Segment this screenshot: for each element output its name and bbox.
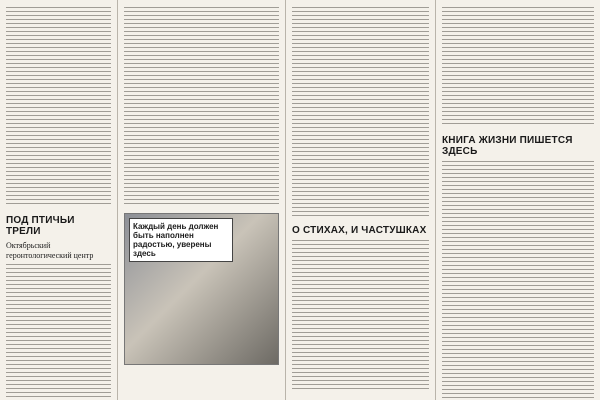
photo-caption: Каждый день должен быть наполнен радостью, уверены здесь xyxy=(129,218,233,262)
column-1 xyxy=(0,0,118,400)
article-heading: КНИГА ЖИЗНИ ПИШЕТСЯ ЗДЕСЬ xyxy=(442,135,573,157)
article-photo xyxy=(124,213,279,365)
column-3 xyxy=(286,0,436,400)
body-text-placeholder xyxy=(442,161,594,400)
body-text-placeholder xyxy=(6,7,111,207)
body-text-placeholder xyxy=(124,7,279,207)
body-text-placeholder xyxy=(292,240,429,390)
column-4 xyxy=(436,0,600,400)
article-heading: ПОД ПТИЧЬИ ТРЕЛИ xyxy=(6,215,75,237)
body-text-placeholder xyxy=(6,264,111,400)
text-fragment: Октябрьский геронтологический центр xyxy=(6,241,94,260)
body-text-placeholder xyxy=(442,7,594,127)
body-text-placeholder xyxy=(292,7,429,217)
column-2 xyxy=(118,0,286,400)
article-heading: О СТИХАХ, И ЧАСТУШКАХ xyxy=(292,225,427,236)
